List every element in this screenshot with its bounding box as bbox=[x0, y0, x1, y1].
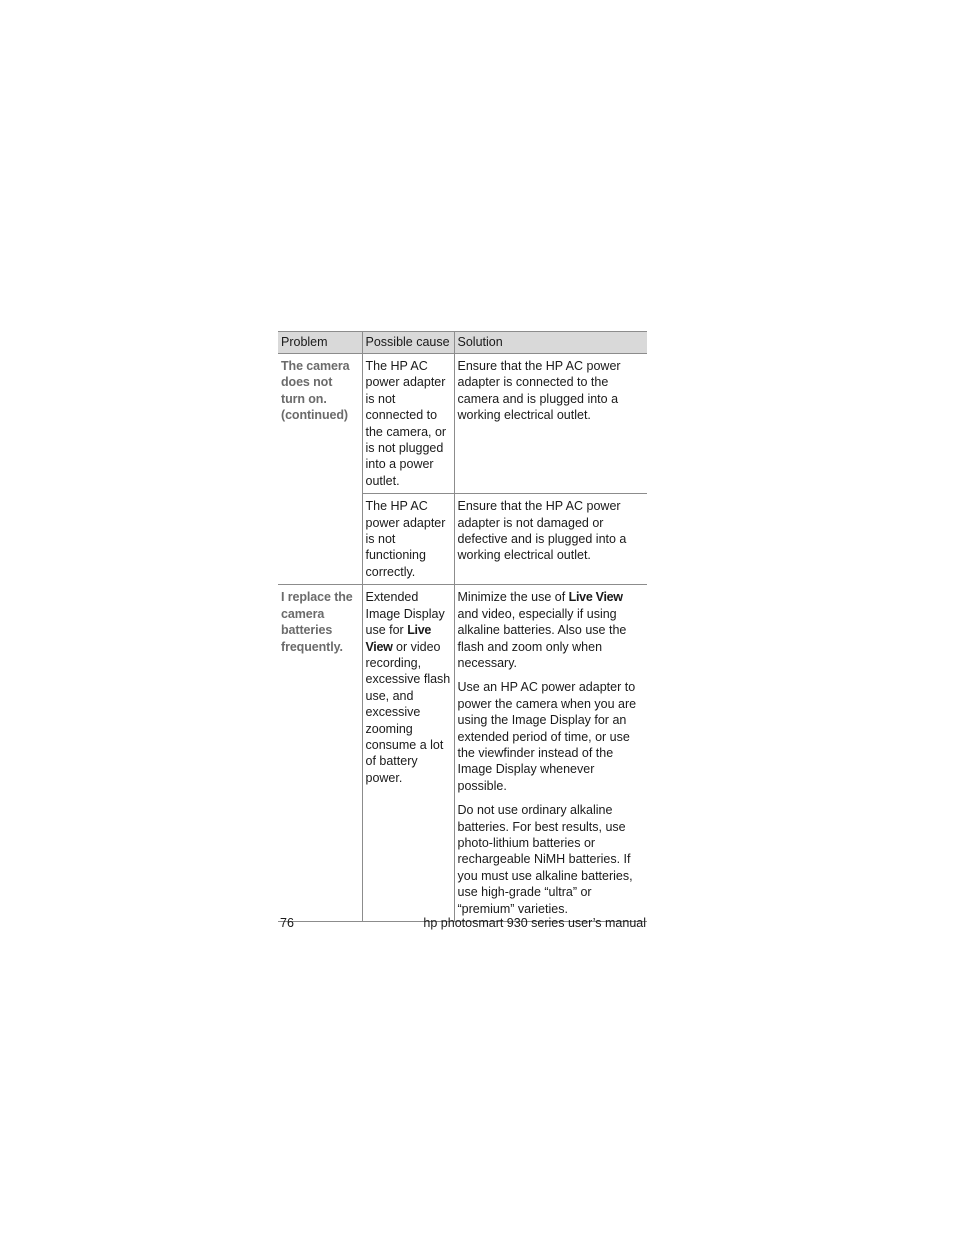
cause-cell: The HP AC power adapter is not connected to the camera, or is not plugged into a power outlet. bbox=[362, 354, 454, 494]
page-number: 76 bbox=[280, 916, 294, 930]
solution-paragraph: Do not use ordinary alkaline batteries. For best results, use photo-lithium batteries or rechargeable NiMH batteries. If you must use alkaline batteries, use high-grade “ultra” or “premium” varieties. bbox=[457, 803, 633, 916]
solution-paragraph: Ensure that the HP AC power adapter is not damaged or defective and is plugged into a working electrical outlet. bbox=[457, 499, 627, 563]
solution-paragraph: Use an HP AC power adapter to power the camera when you are using the Image Display for an extended period of time, or use the viewfinder instead of the Image Display whenever possible. bbox=[457, 680, 637, 793]
table-row bbox=[278, 585, 647, 922]
solution-paragraph bbox=[458, 589, 645, 671]
solution-text: and video, especially if using alkaline batteries. Also use the flash and zoom only when necessary. bbox=[457, 606, 627, 670]
cause-text: Extended Image Display use for bbox=[365, 590, 445, 638]
header-possible-cause: Possible cause bbox=[362, 332, 454, 354]
problem-cell: The camera does not turn on. (continued) bbox=[278, 354, 362, 585]
problem-cell: I replace the camera batteries frequently. bbox=[278, 585, 362, 922]
header-solution: Solution bbox=[454, 332, 647, 354]
troubleshooting-table bbox=[278, 331, 647, 922]
live-view-term: Live View bbox=[568, 590, 623, 605]
table-header-row bbox=[278, 332, 647, 354]
cause-cell bbox=[362, 585, 454, 922]
solution-paragraph: Ensure that the HP AC power adapter is connected to the camera and is plugged into a working electrical outlet. bbox=[457, 359, 621, 423]
solution-cell bbox=[454, 354, 647, 494]
troubleshooting-table-container bbox=[278, 331, 647, 922]
manual-title: hp photosmart 930 series user’s manual bbox=[423, 916, 646, 930]
solution-cell bbox=[454, 585, 647, 922]
table-row bbox=[278, 354, 647, 494]
header-problem: Problem bbox=[278, 332, 362, 354]
cause-cell: The HP AC power adapter is not functioning correctly. bbox=[362, 494, 454, 585]
live-view-term: Live View bbox=[365, 623, 431, 654]
cause-text: or video recording, excessive flash use, and excessive zooming consume a lot of battery power. bbox=[365, 639, 451, 785]
solution-text: Minimize the use of bbox=[457, 590, 569, 605]
solution-cell bbox=[454, 494, 647, 585]
